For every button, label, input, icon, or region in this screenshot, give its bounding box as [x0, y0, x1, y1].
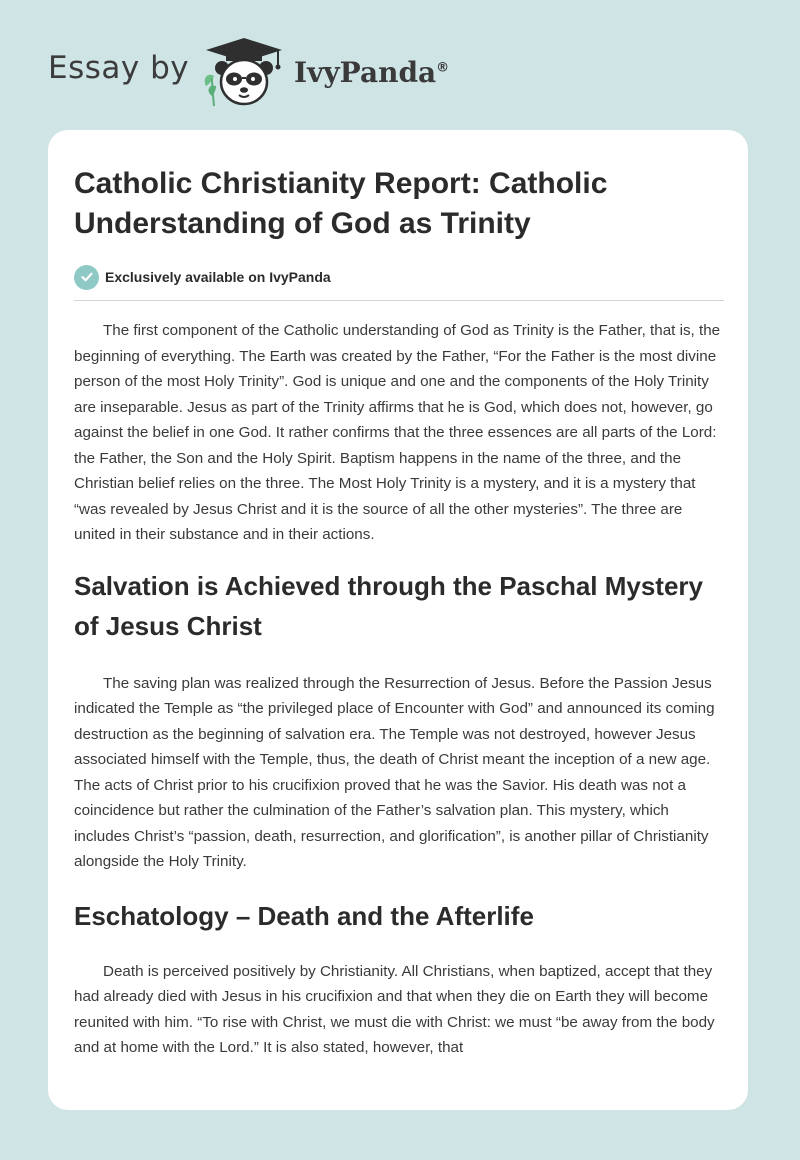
paragraph-salvation: The saving plan was realized through the Resurrection of Jesus. Before the Passion Jesus indicated the Temple as “the privileged place of Encounter with God” and announced its coming destruction as the beginning of salvation era. The Temple was not destroyed, however Jesus associated himself with the Temple, thus, the death of Christ meant the inception of a new age. The acts of Christ prior to his crucifixion proved that he was the Savior. His death was not a coincidence but rather the culmination of the Father’s salvation plan. This mystery, which includes Christ’s “passion, death, resurrection, and glorification”, is another pillar of Christianity alongside the Holy Trinity.	[74, 674, 715, 870]
check-circle-icon	[74, 265, 99, 290]
brand-name-text: IvyPanda	[294, 56, 437, 89]
site-header	[48, 34, 468, 106]
paragraph-eschatology: Death is perceived positively by Christianity. All Christians, when baptized, accept that they had already died with Jesus in his crucifixion and that when they die on Earth they will become reunited with him. “To rise with Christ, we must die with Christ: we must “be away from the body and at home with the Lord.” It is also stated, however, that	[74, 962, 715, 1056]
registered-mark: ®	[436, 60, 450, 76]
brand-prefix: Essay by	[48, 50, 190, 86]
exclusive-badge	[74, 264, 724, 290]
title-divider	[74, 300, 724, 301]
essay-content	[74, 164, 724, 1061]
panda-logo-icon[interactable]	[200, 34, 292, 108]
brand-name[interactable]	[294, 56, 449, 89]
essay-title: Catholic Christianity Report: Catholic Understanding of God as Trinity	[74, 167, 608, 240]
exclusive-badge-label: Exclusively available on IvyPanda	[105, 269, 331, 285]
heading-eschatology: Eschatology – Death and the Afterlife	[74, 900, 534, 931]
heading-salvation: Salvation is Achieved through the Paschal Mystery of Jesus Christ	[74, 570, 704, 641]
essay-card	[48, 130, 748, 1110]
paragraph-trinity: The first component of the Catholic understanding of God as Trinity is the Father, that is, the beginning of everything. The Earth was created by the Father, “For the Father is the most divine person of the most Holy Trinity”. God is unique and one and the components of the Holy Trinity are inseparable. Jesus as part of the Trinity affirms that he is God, which does not, however, go against the belief in one God. It rather confirms that the three essences are all parts of the Lord: the Father, the Son and the Holy Spirit. Baptism happens in the name of the three, and the Christian belief relies on the three. The Most Holy Trinity is a mystery, and it is a mystery that “was revealed by Jesus Christ and it is the source of all the other mysteries”. The three are united in their substance and in their actions.	[74, 322, 721, 543]
